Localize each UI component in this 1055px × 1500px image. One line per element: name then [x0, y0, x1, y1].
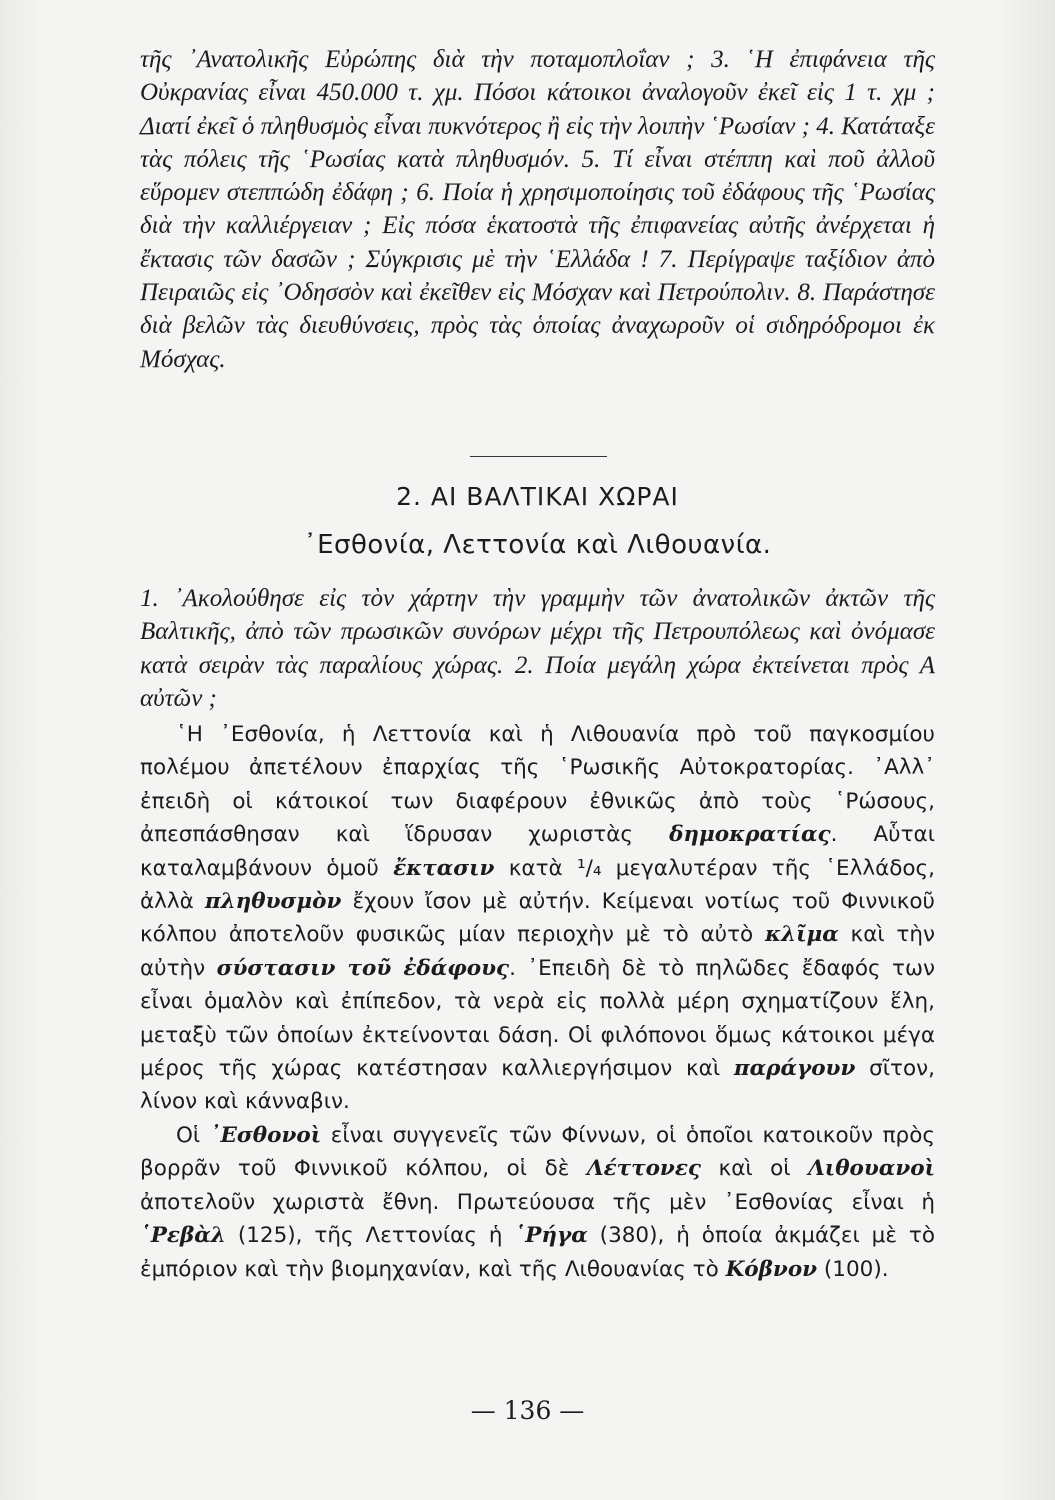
text-run: (125), τῆς Λεττονίας ἡ — [225, 1223, 515, 1249]
text-run: ῾Η ᾿Εσθονία, ἡ Λεττονία καὶ ἡ Λιθουανία πρὸ τοῦ παγκοσμίου πολέμου ἀπετέλουν ἐπαρχίας τῆς ῾Ρωσικῆς Αὐτοκρατορίας. ᾿Αλλ᾿ ἐπειδὴ οἱ κάτοικοί των διαφέρουν ἐθνικῶς ἀπὸ τοὺς ῾Ρώσους, ἀπεσπάσθησαν καὶ ἵδρυσαν χωριστὰς — [140, 722, 935, 848]
paragraph — [140, 718, 935, 1119]
text-run: καὶ οἱ — [701, 1156, 809, 1182]
text-run: καὶ τὴν αὐτὴν — [140, 922, 935, 981]
text-run: (100). — [817, 1256, 889, 1282]
text-run: . ᾿Επειδὴ δὲ τὸ πηλῶδες ἔδαφός των εἶναι ὁμαλὸν καὶ ἐπίπεδον, τὰ νερὰ εἰς πολλὰ μέρη σχηματίζουν ἕλη, μεταξὺ τῶν ὁποίων ἐκτείνονται δάση. Οἱ φιλόπονοι ὅμως κάτοικοι μέγα μέρος τῆς χώρας κατέστησαν καλλιεργήσιμον καὶ — [140, 955, 935, 1082]
text-run: ἀποτελοῦν χωριστὰ ἔθνη. Πρωτεύουσα τῆς μὲν ᾿Εσθονίας εἶναι ἡ — [140, 1189, 935, 1215]
section-exercises: 1. ᾿Ακολούθησε εἰς τὸν χάρτην τὴν γραμμὴν τῶν ἀνατολικῶν ἀκτῶν τῆς Βαλτικῆς, ἀπὸ τῶν πρωσικῶν συνόρων μέχρι τῆς Πετρουπόλεως καὶ ὀνόμασε κατὰ σειρὰν τὰς παραλίους χώρας. 2. Ποία μεγάλη χώρα ἐκτείνεται πρὸς Α αὐτῶν ; — [140, 585, 935, 712]
keyword: κλῖμα — [764, 922, 839, 948]
section-title: 2. ΑΙ ΒΑΛΤΙΚΑΙ ΧΩΡΑΙ — [396, 482, 679, 511]
paragraph — [140, 1119, 935, 1286]
page-number: — 136 — — [470, 1396, 585, 1425]
keyword: πληθυσμὸν — [204, 889, 342, 915]
text-run: . Αὗται καταλαμβάνουν ὁμοῦ — [140, 822, 936, 881]
keyword: παράγουν — [733, 1056, 856, 1082]
keyword: Λέττονες — [586, 1156, 701, 1182]
text-run: ἔχουν ἴσον μὲ αὐτήν. Κείμεναι νοτίως τοῦ Φιννικοῦ κόλπου ἀποτελοῦν φυσικῶς μίαν περιοχὴν μὲ τὸ αὐτὸ — [140, 889, 935, 948]
keyword: δημοκρατίας — [669, 822, 831, 848]
section-divider — [470, 456, 607, 457]
text-run: (380), ἡ ὁποία ἀκμάζει μὲ τὸ ἐμπόριον καὶ τὴν βιομηχανίαν, καὶ τῆς Λιθουανίας τὸ — [140, 1223, 935, 1282]
keyword: ἔκτασιν — [393, 855, 495, 881]
keyword: ῾Ρήγα — [514, 1223, 588, 1249]
text-run: Οἱ — [176, 1122, 210, 1148]
text-run: σῖτον, λίνον καὶ κάνναβιν. — [140, 1056, 935, 1115]
keyword: ᾿Εσθονοὶ — [209, 1122, 322, 1148]
keyword: ῾Ρεβὰλ — [140, 1223, 226, 1249]
section-subtitle: ᾿Εσθονία, Λεττονία καὶ Λιθουανία. — [303, 530, 772, 560]
text-run: εἶναι συγγενεῖς τῶν Φίννων, οἱ ὁποῖοι κατοικοῦν πρὸς βορρᾶν τοῦ Φιννικοῦ κόλπου, οἱ δὲ — [140, 1122, 935, 1182]
keyword: σύστασιν τοῦ ἐδάφους — [216, 955, 510, 981]
keyword: Κόβνον — [725, 1256, 818, 1282]
exercises-continued: τῆς ᾿Ανατολικῆς Εὐρώπης διὰ τὴν ποταμοπλοΐαν ; 3. ῾Η ἐπιφάνεια τῆς Οὐκρανίας εἶναι 450.000 τ. χμ. Πόσοι κάτοικοι ἀναλογοῦν ἐκεῖ εἰς 1 τ. χμ ; Διατί ἐκεῖ ὁ πληθυσμὸς εἶναι πυκνότερος ἢ εἰς τὴν λοιπὴν ῾Ρωσίαν ; 4. Κατάταξε τὰς πόλεις τῆς ῾Ρωσίας κατὰ πληθυσμόν. 5. Τί εἶναι στέππη καὶ ποῦ ἀλλοῦ εὕρομεν στεππώδη ἐδάφη ; 6. Ποία ἡ χρησιμοποίησις τοῦ ἐδάφους τῆς ῾Ρωσίας διὰ τὴν καλλιέργειαν ; Εἰς πόσα ἑκατοστὰ τῆς ἐπιφανείας αὐτῆς ἀνέρχεται ἡ ἔκτασις τῶν δασῶν ; Σύγκρισις μὲ τὴν ῾Ελλάδα ! 7. Περίγραψε ταξίδιον ἀπὸ Πειραιῶς εἰς ᾿Οδησσὸν καὶ ἐκεῖθεν εἰς Μόσχαν καὶ Πετρούπολιν. 8. Παράστησε διὰ βελῶν τὰς διευθύνσεις, πρὸς τὰς ὁποίας ἀναχωροῦν οἱ σιδηρόδρομοι ἐκ Μόσχας. — [140, 46, 935, 373]
text-run: κατὰ ¹/₄ μεγαλυτέραν τῆς ῾Ελλάδος, ἀλλὰ — [140, 855, 935, 915]
section-body — [140, 718, 935, 1286]
keyword: Λιθουανοὶ — [808, 1156, 935, 1182]
